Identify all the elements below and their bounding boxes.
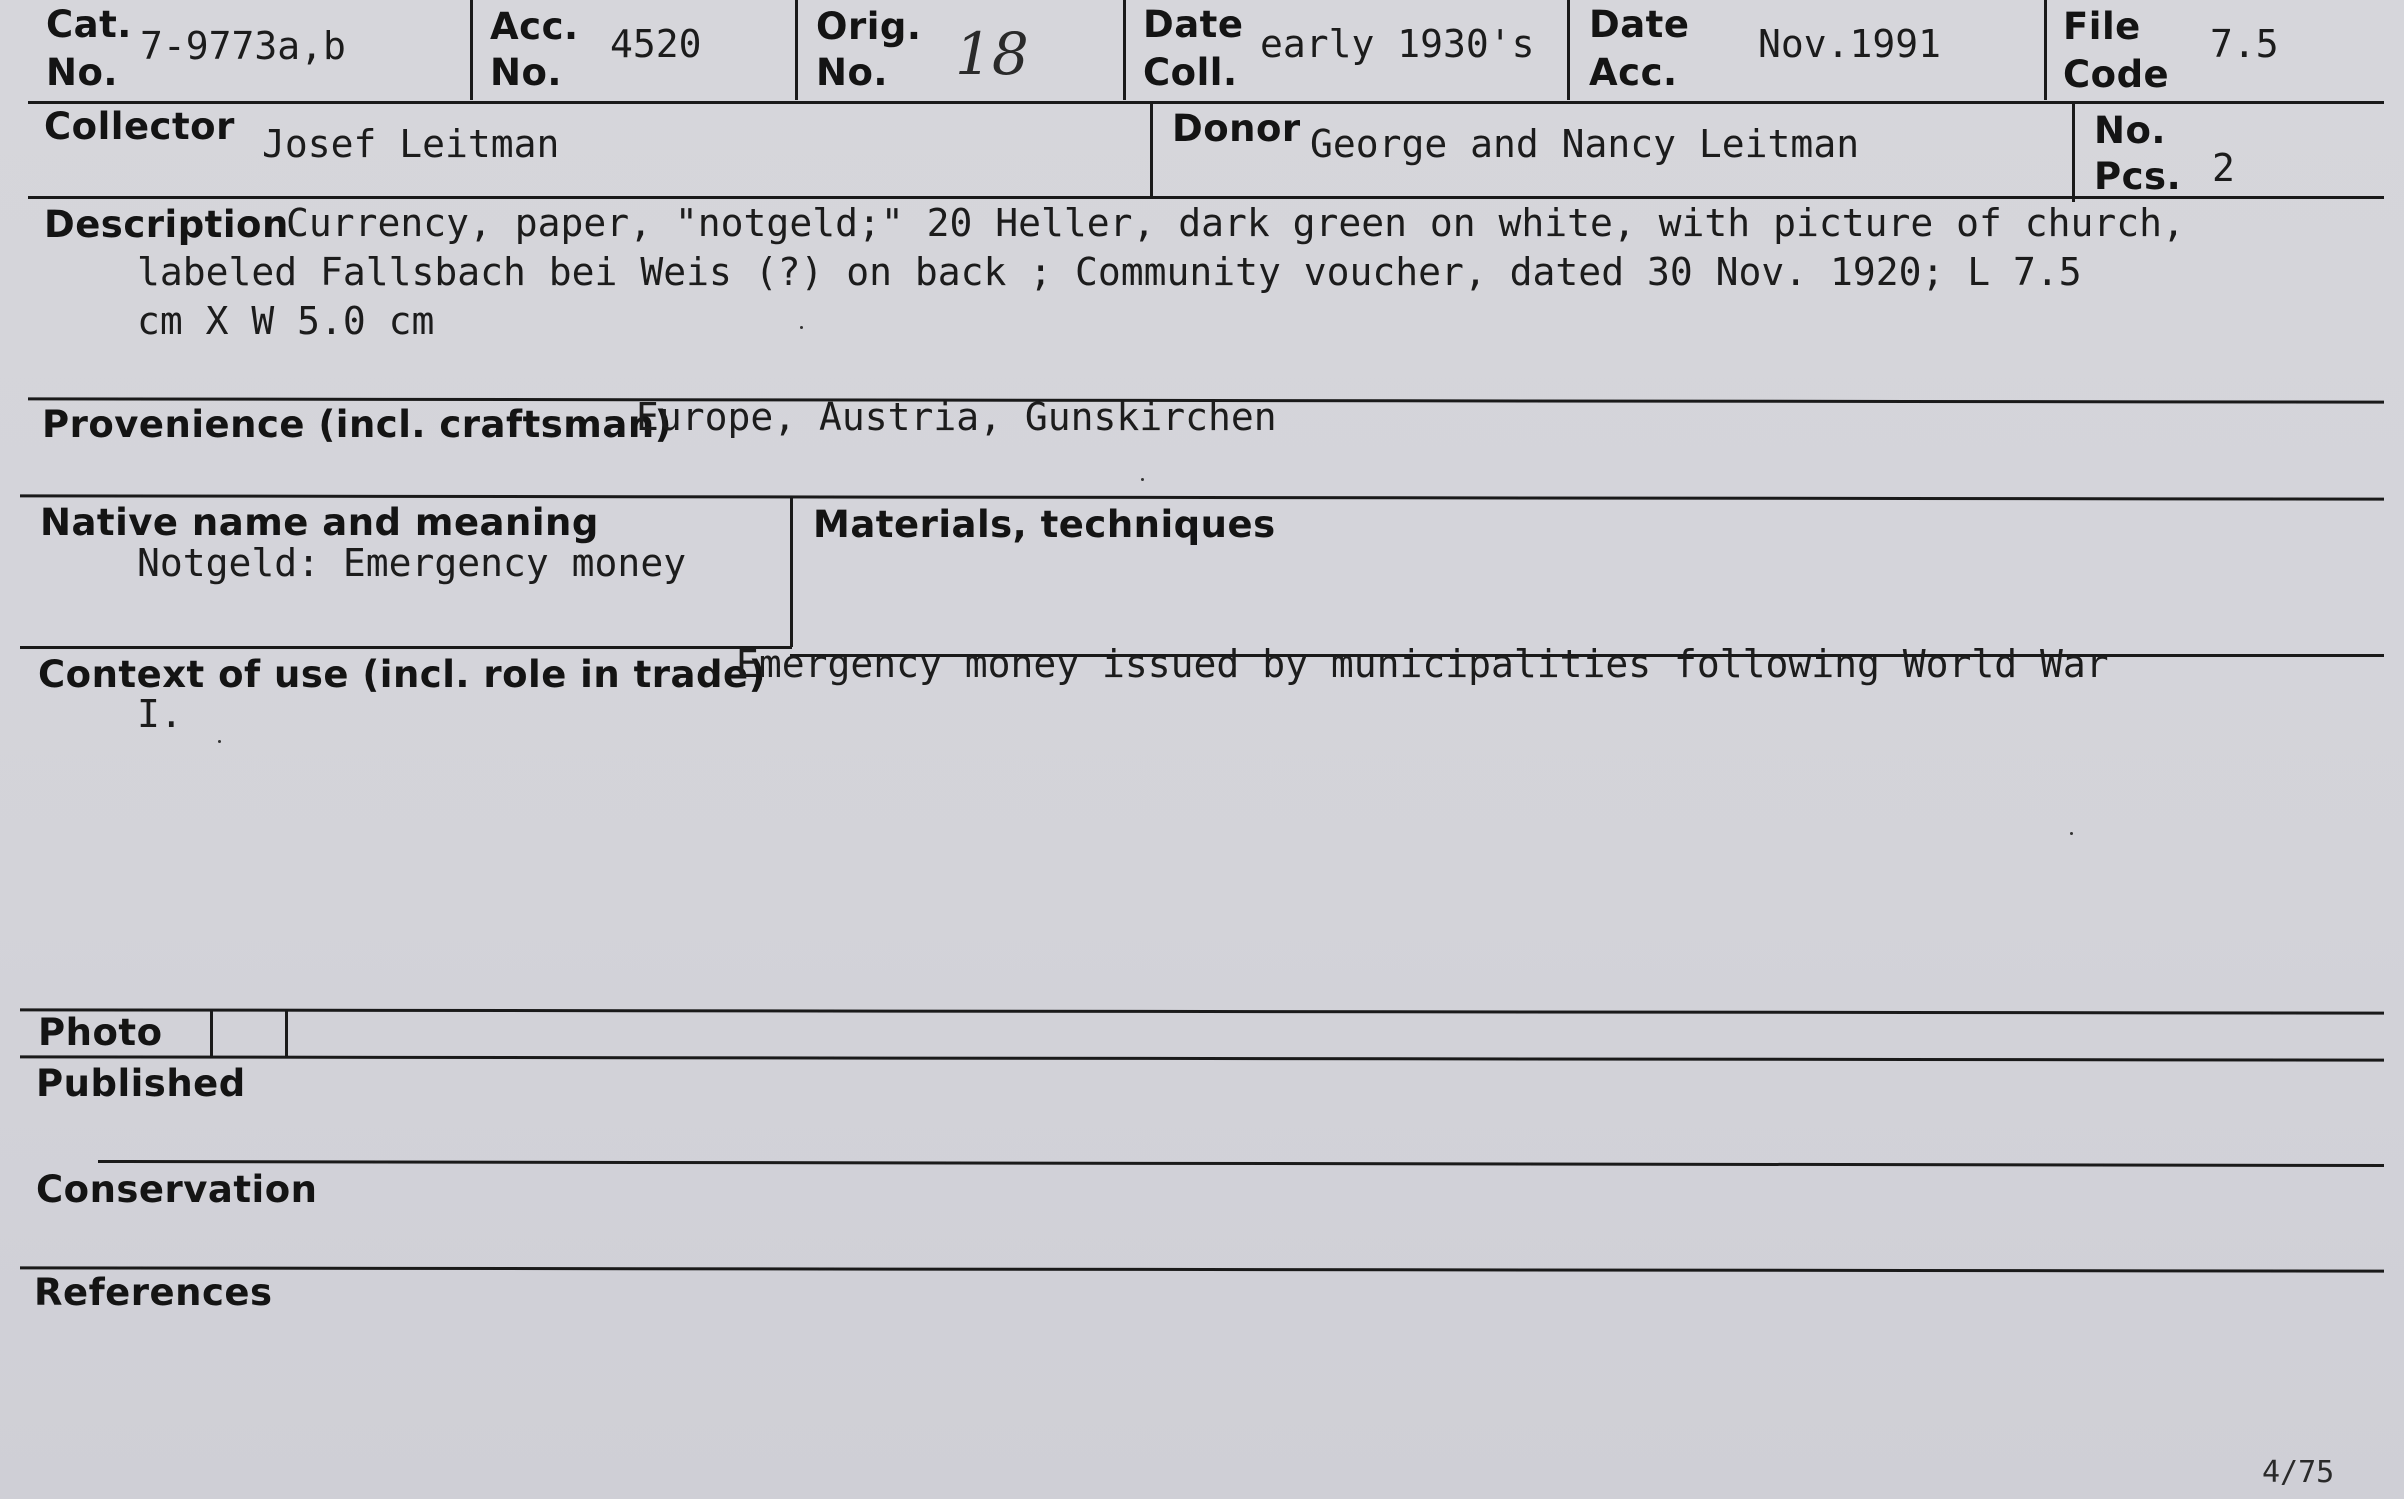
context-line: Emergency money issued by municipalities following World War [736, 642, 2109, 686]
divider [790, 497, 793, 647]
divider [1123, 0, 1126, 100]
date-acc-label: Acc. [1589, 51, 1678, 94]
divider [20, 1266, 2384, 1272]
collector-value: Josef Leitman [262, 122, 560, 166]
speck [2070, 832, 2073, 835]
published-label: Published [36, 1062, 246, 1105]
divider [28, 101, 2384, 104]
pieces-label: Pcs. [2094, 155, 2182, 198]
divider [2072, 102, 2075, 202]
acc-no-label: Acc. [490, 5, 579, 48]
divider [2044, 0, 2047, 100]
conservation-label: Conservation [36, 1168, 318, 1211]
description-line: Currency, paper, "notgeld;" 20 Heller, dark green on white, with picture of church, [286, 201, 2185, 245]
divider [470, 0, 473, 100]
cat-no-value: 7-9773a,b [140, 24, 346, 68]
divider [20, 1008, 2384, 1014]
provenience-value: Europe, Austria, Gunskirchen [636, 395, 1277, 439]
divider [20, 646, 792, 649]
acc-no-label: No. [490, 51, 562, 94]
pieces-label: No. [2094, 109, 2166, 152]
photo-label: Photo [38, 1011, 163, 1054]
donor-value: George and Nancy Leitman [1310, 122, 1860, 166]
acc-no-value: 4520 [610, 22, 702, 66]
speck [1141, 478, 1144, 481]
date-coll-value: early 1930's [1260, 22, 1535, 66]
date-acc-value: Nov.1991 [1758, 22, 1942, 66]
cat-no-label: Cat. [46, 3, 132, 46]
context-line: I. [137, 692, 183, 736]
cat-no-label: No. [46, 51, 118, 94]
file-code-value: 7.5 [2210, 22, 2279, 66]
file-code-label: File [2063, 5, 2141, 48]
orig-no-value: 18 [955, 20, 1029, 88]
divider [210, 1011, 213, 1057]
orig-no-label: Orig. [816, 5, 922, 48]
speck [218, 740, 221, 743]
description-line: labeled Fallsbach bei Weis (?) on back ; Community voucher, dated 30 Nov. 1920; L 7.5 [137, 250, 2082, 294]
divider [1150, 102, 1153, 199]
speck [800, 326, 803, 329]
date-acc-label: Date [1589, 3, 1690, 46]
pieces-value: 2 [2212, 146, 2235, 190]
date-coll-label: Coll. [1143, 51, 1238, 94]
divider [795, 0, 798, 100]
divider [1567, 0, 1570, 100]
materials-label: Materials, techniques [813, 503, 1276, 546]
references-label: References [34, 1271, 273, 1314]
form-code: 4/75 [2262, 1455, 2335, 1490]
native-name-value: Notgeld: Emergency money [137, 541, 687, 585]
donor-label: Donor [1172, 107, 1301, 150]
native-name-label: Native name and meaning [40, 501, 599, 544]
divider [285, 1011, 288, 1057]
description-line: cm X W 5.0 cm [137, 299, 435, 343]
collector-label: Collector [44, 105, 235, 148]
description-label: Description [44, 203, 289, 246]
orig-no-label: No. [816, 51, 888, 94]
context-label: Context of use (incl. role in trade) [38, 653, 766, 696]
divider [98, 1160, 2384, 1167]
file-code-label: Code [2063, 53, 2170, 96]
provenience-label: Provenience (incl. craftsman) [42, 403, 673, 446]
divider [20, 1055, 2384, 1061]
date-coll-label: Date [1143, 3, 1244, 46]
